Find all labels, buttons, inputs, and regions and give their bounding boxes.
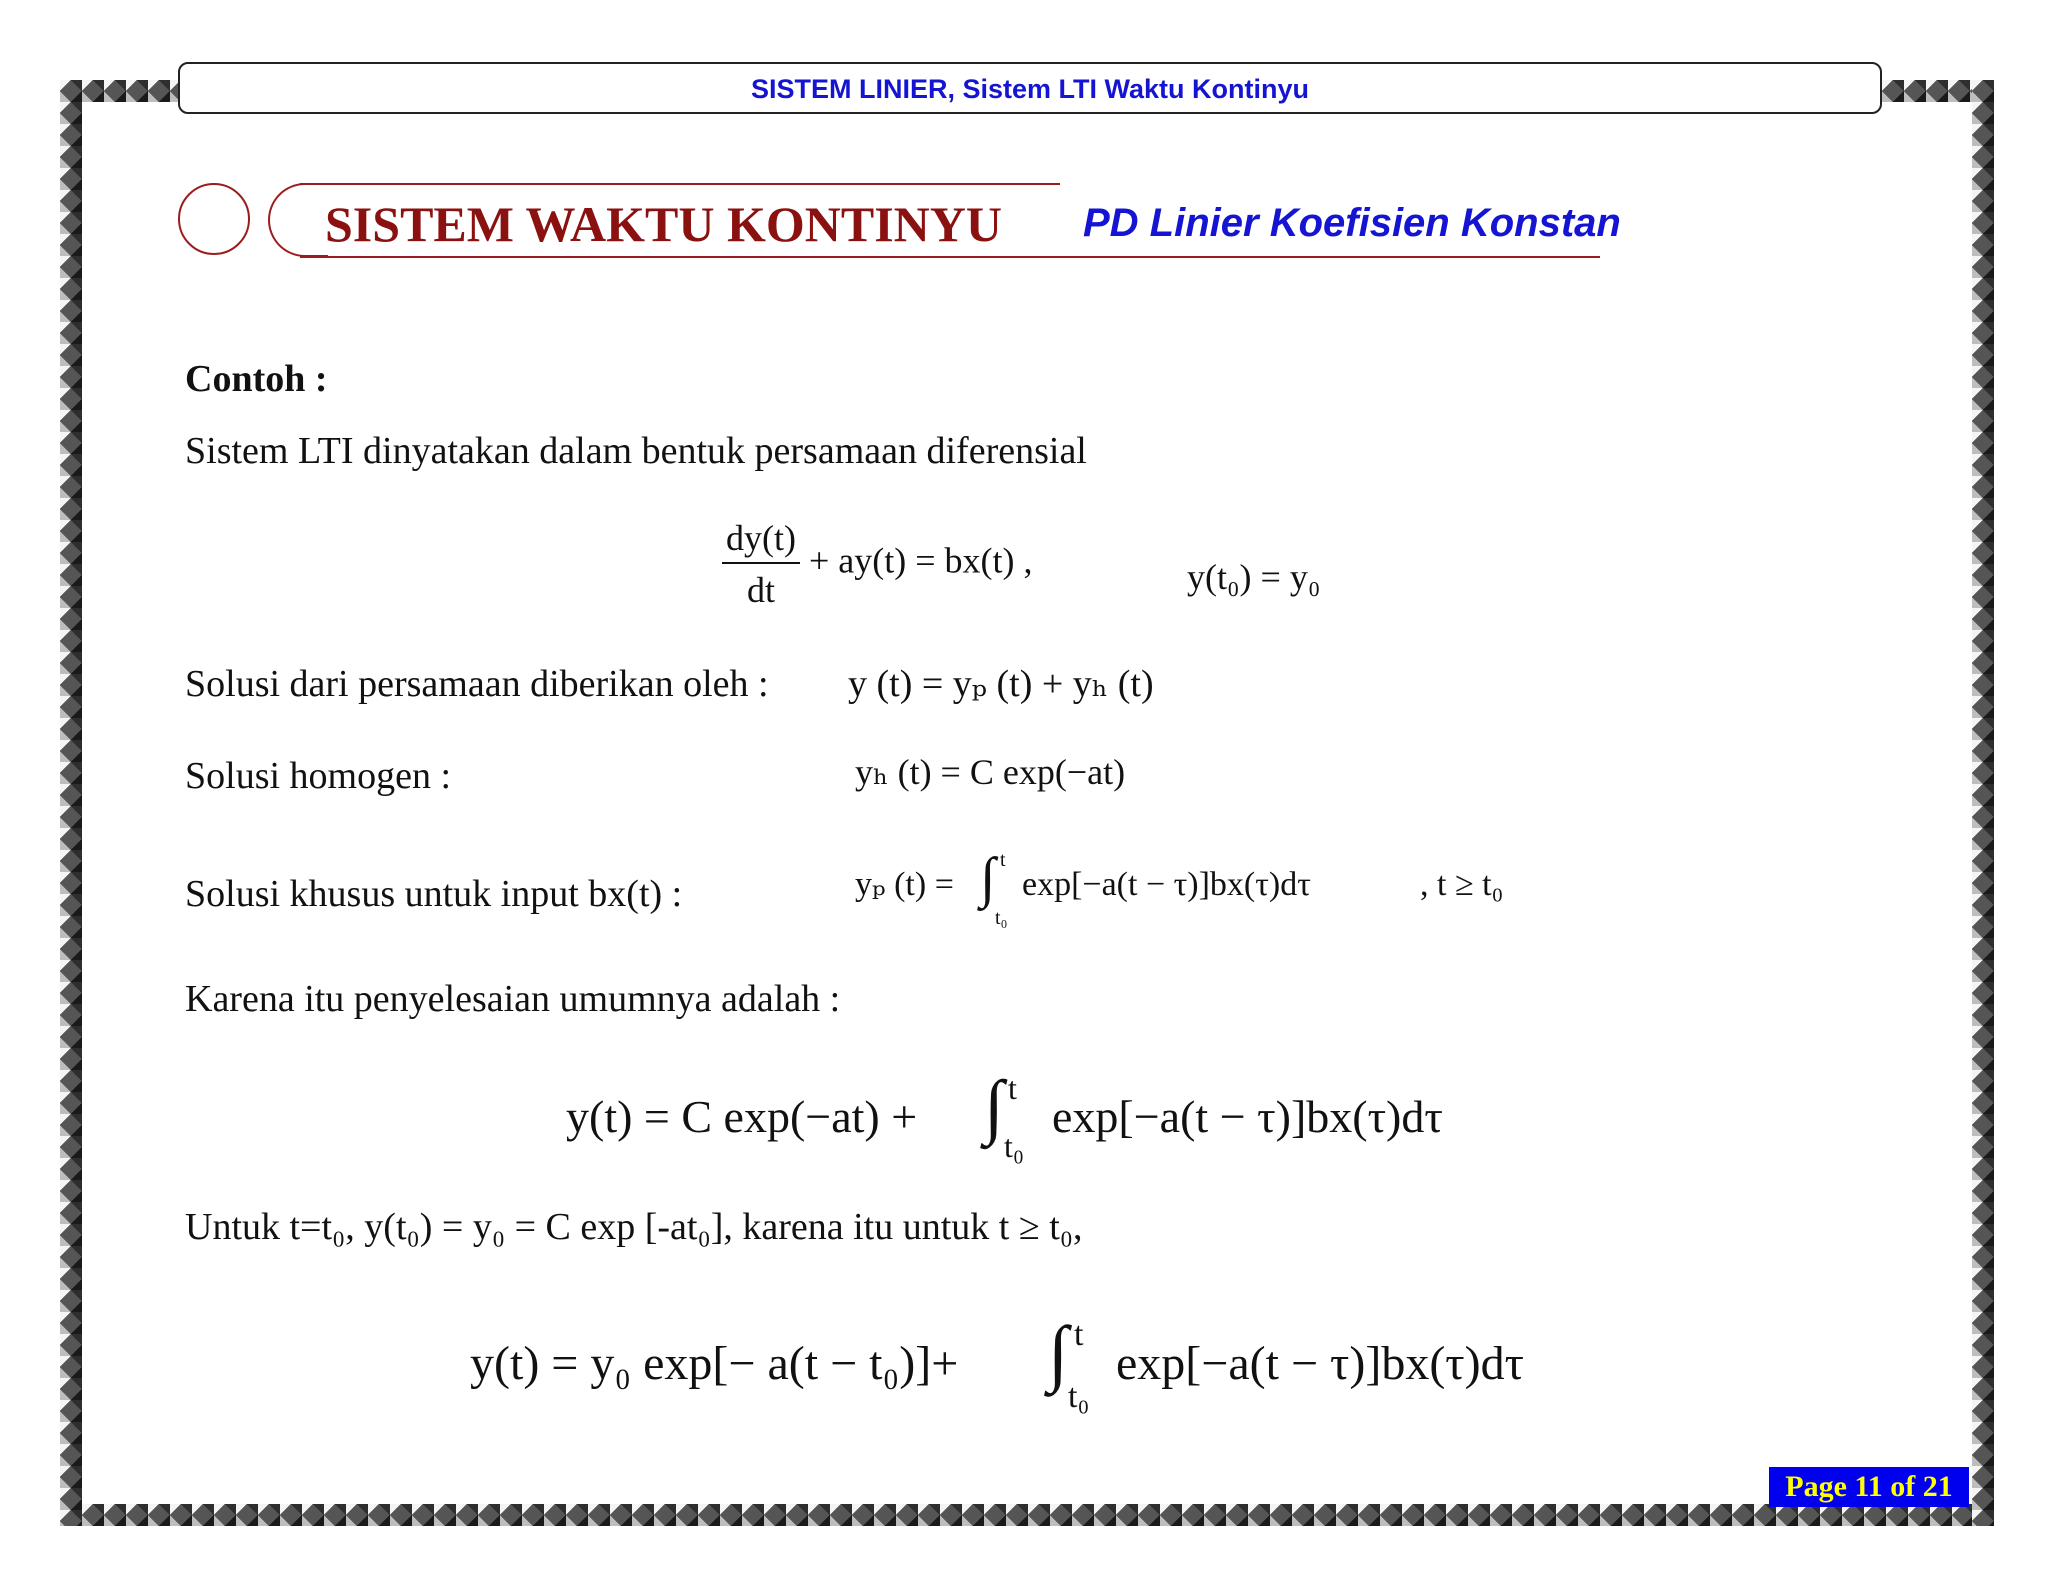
particular-condition: , t ≥ t₀	[1420, 866, 1504, 903]
homogeneous-label: Solusi homogen :	[185, 755, 452, 797]
general-label: Karena itu penyelesaian umumnya adalah :	[185, 978, 841, 1020]
intro-text: Sistem LTI dinyatakan dalam bentuk persamaan diferensial	[185, 430, 1087, 472]
frame-bottom-border	[60, 1504, 1994, 1526]
frame-left-border	[60, 80, 82, 1526]
differential-equation	[722, 520, 1033, 608]
page-subtitle: PD Linier Koefisien Konstan	[1083, 201, 1621, 245]
general-lhs: y(t) = C exp(−at) +	[566, 1091, 918, 1142]
homogeneous-equation: yₕ (t) = C exp(−at)	[855, 752, 1126, 792]
integral-upper-limit: t	[1000, 849, 1006, 871]
example-label: Contoh :	[185, 358, 328, 400]
header-title: SISTEM LINIER, Sistem LTI Waktu Kontinyu	[750, 74, 1310, 104]
page-frame	[60, 80, 1994, 1526]
integral-upper-limit: t	[1074, 1316, 1084, 1353]
particular-label: Solusi khusus untuk input bx(t) :	[185, 873, 683, 915]
fraction-denominator: dt	[746, 570, 775, 610]
particular-integrand: exp[−a(t − τ)]bx(τ)dτ	[1022, 866, 1311, 903]
integral-lower-limit: t₀	[995, 907, 1008, 929]
page-number-badge: Page 11 of 21	[1769, 1467, 1969, 1507]
derivative-fraction	[722, 520, 800, 608]
integral-upper-limit: t	[1008, 1070, 1017, 1106]
integral-sign: ∫	[984, 1066, 1004, 1146]
page-title: SISTEM WAKTU KONTINYU	[325, 196, 1003, 252]
fraction-numerator: dy(t)	[722, 520, 800, 564]
integral-lower-limit: t₀	[1004, 1128, 1025, 1164]
particular-lhs: yₚ (t) =	[855, 866, 954, 903]
general-integrand: exp[−a(t − τ)]bx(τ)dτ	[1052, 1091, 1443, 1142]
final-integrand: exp[−a(t − τ)]bx(τ)dτ	[1116, 1337, 1524, 1390]
integral-sign: ∫	[1048, 1312, 1069, 1394]
solution-equation: y (t) = yₚ (t) + yₕ (t)	[848, 663, 1154, 705]
integral-sign: ∫	[980, 847, 996, 909]
final-lhs: y(t) = y₀ exp[− a(t − t₀)]+	[470, 1337, 959, 1390]
header-bar	[178, 62, 1882, 114]
title-circle-decoration	[178, 183, 250, 255]
initial-condition-text: Untuk t=t₀, y(t₀) = y₀ = C exp [-at₀], karena itu untuk t ≥ t₀,	[185, 1206, 1083, 1248]
solution-label: Solusi dari persamaan diberikan oleh :	[185, 663, 769, 705]
integral-lower-limit: t₀	[1068, 1378, 1090, 1415]
title-rule-top	[300, 183, 1060, 185]
frame-right-border	[1972, 80, 1994, 1526]
title-rule-bottom	[300, 256, 1600, 258]
equation-rest: + ay(t) = bx(t) ,	[808, 540, 1033, 581]
initial-condition: y(t₀) = y₀	[1187, 557, 1321, 597]
